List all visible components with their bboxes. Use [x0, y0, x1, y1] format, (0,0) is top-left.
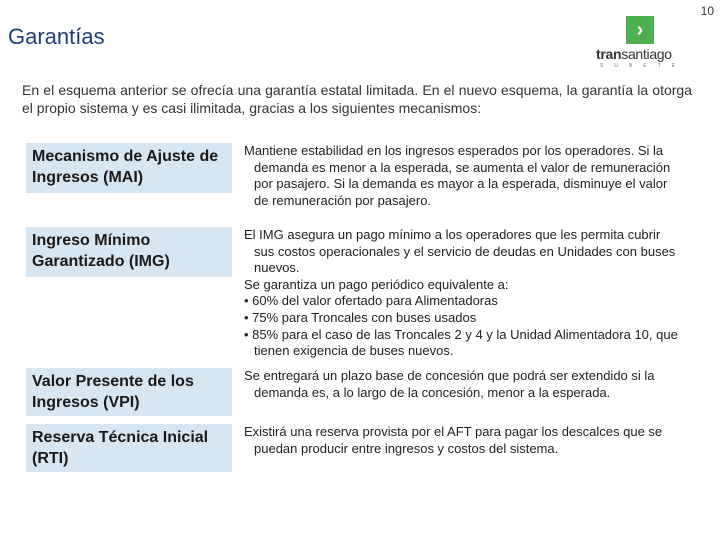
logo-name-prefix: tran: [596, 46, 622, 62]
mechanism-label: Reserva Técnica Inicial (RTI): [26, 424, 232, 472]
description-line: Se entregará un plazo base de concesión que podrá ser extendido si la demanda es, a lo largo de la concesión, menor a la esperada.: [244, 368, 655, 400]
mechanism-label: Mecanismo de Ajuste de Ingresos (MAI): [26, 143, 232, 193]
transantiago-logo: [596, 16, 688, 70]
mechanism-label: Ingreso Mínimo Garantizado (IMG): [26, 227, 232, 277]
intro-paragraph: En el esquema anterior se ofrecía una garantía estatal limitada. En el nuevo esquema, la garantía la otorga el propio sistema y es casi ilimitada, gracias a los siguientes mecanismos:: [22, 82, 692, 116]
description-line: Mantiene estabilidad en los ingresos esperados por los operadores. Si la demanda es menor a la esperada, se aumenta el valor de remuneración por pasajero. Si la demanda es mayor a la esperada, disminuye el valor de remuneración por pasajero.: [244, 143, 671, 208]
logo-name: [596, 46, 672, 62]
chevron-right-icon: ›: [626, 16, 654, 44]
description-line: El IMG asegura un pago mínimo a los operadores que les permita cubrir sus costos operacionales y el servicio de deudas en Unidades con buses nuevos.: [244, 227, 676, 276]
mechanism-description: [244, 227, 684, 360]
mechanism-description: [244, 424, 684, 457]
logo-subtitle: SUBETE: [600, 63, 687, 69]
description-bullet: • 75% para Troncales con buses usados: [244, 309, 477, 325]
description-bullet: • 85% para el caso de las Troncales 2 y 4 y la Unidad Alimentadora 10, que tienen exigencia de buses nuevos.: [244, 326, 678, 359]
mechanism-description: [244, 143, 684, 209]
description-bullet: • 60% del valor ofertado para Alimentadoras: [244, 293, 498, 309]
page-number: 10: [700, 4, 714, 18]
description-line: Se garantiza un pago periódico equivalente a:: [244, 276, 509, 292]
page-title: Garantías: [8, 24, 105, 49]
description-line: Existirá una reserva provista por el AFT para pagar los descalces que se puedan producir entre ingresos y costos del sistema.: [244, 424, 663, 456]
mechanism-description: [244, 368, 684, 401]
logo-name-rest: santiago: [621, 46, 672, 62]
mechanism-label: Valor Presente de los Ingresos (VPI): [26, 368, 232, 416]
